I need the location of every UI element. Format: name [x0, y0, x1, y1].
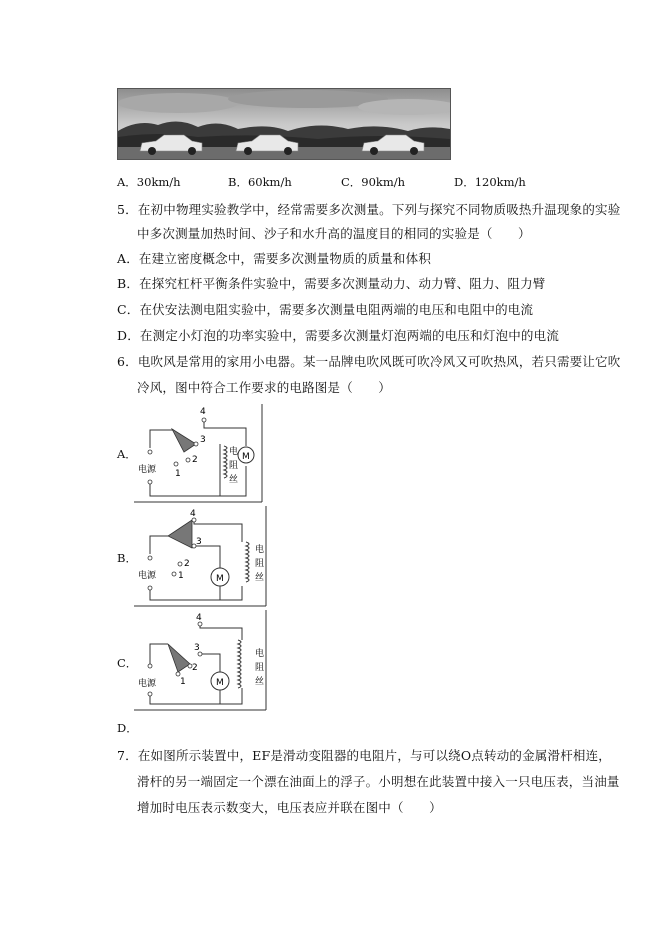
q4-option-b[interactable]: B．60km/h: [228, 175, 292, 189]
q6-circuit-b: [134, 506, 268, 612]
resistor-label-2: 阻: [255, 663, 265, 673]
circuit-b-diagram: [134, 506, 268, 608]
q7-line-1: 7．在如图所示装置中，EF是滑动变阻器的电阻片，与可以绕O点转动的金属滑杆相连，: [117, 748, 612, 763]
q5-stem-line-1: 5．在初中物理实验教学中，经常需要多次测量。下列与探究不同物质吸热升温现象的实验: [117, 202, 621, 217]
q6-stem-line-1: 6．电吹风是常用的家用小电器。某一品牌电吹风既可吹冷风又可吹热风，若只需要让它吹: [117, 354, 621, 369]
circuit-a-diagram: [134, 402, 266, 504]
resistor-label-3: 丝: [255, 573, 265, 583]
motor-label: M: [216, 574, 224, 584]
node-label-2: 2: [192, 455, 198, 465]
q5-option-a[interactable]: A．在建立密度概念中，需要多次测量物质的质量和体积: [117, 251, 432, 266]
q5-option-d[interactable]: D．在测定小灯泡的功率实验中，需要多次测量灯泡两端的电压和灯泡中的电流: [117, 328, 560, 343]
q7-line-3: 增加时电压表示数变大，电压表应并联在图中（ ）: [137, 800, 442, 815]
resistor-label-2: 阻: [255, 559, 265, 569]
q6-option-a-label[interactable]: A．: [117, 447, 137, 461]
q6-stem-line-2: 冷风，图中符合工作要求的电路图是（ ）: [137, 380, 392, 395]
q7-line-2: 滑杆的另一端固定一个漂在油面上的浮子。小明想在此装置中接入一只电压表，当油量: [137, 774, 620, 789]
node-label-2: 2: [192, 663, 198, 673]
resistor-label-3: 丝: [255, 677, 265, 687]
node-label-4: 4: [196, 613, 202, 623]
node-label-3: 3: [196, 537, 202, 547]
resistor-label-3: 丝: [229, 475, 239, 485]
motor-label: M: [242, 452, 250, 462]
node-label-1: 1: [175, 469, 181, 479]
motor-label: M: [216, 678, 224, 688]
q6-circuit-c: [134, 610, 268, 716]
q5-option-c[interactable]: C．在伏安法测电阻实验中，需要多次测量电阻两端的电压和电阻中的电流: [117, 302, 534, 317]
node-label-4: 4: [190, 509, 196, 519]
circuit-c-diagram: [134, 610, 268, 712]
q6-option-b-label[interactable]: B．: [117, 551, 137, 565]
q4-option-a[interactable]: A．30km/h: [117, 175, 181, 189]
node-label-3: 3: [200, 435, 206, 445]
q5-stem-line-2: 中多次测量加热时间、沙子和水升高的温度目的相同的实验是（ ）: [137, 226, 531, 241]
node-label-1: 1: [178, 571, 184, 581]
q6-option-d-label[interactable]: D．: [117, 721, 138, 735]
source-label: 电源: [138, 679, 157, 689]
cars-photo-svg: [118, 89, 450, 159]
q5-option-b[interactable]: B．在探究杠杆平衡条件实验中，需要多次测量动力、动力臂、阻力、阻力臂: [117, 276, 546, 291]
resistor-label-1: 电: [255, 649, 265, 659]
resistor-label-1: 电: [229, 447, 239, 457]
node-label-3: 3: [194, 643, 200, 653]
q4-option-c[interactable]: C．90km/h: [341, 175, 406, 189]
source-label: 电源: [138, 571, 157, 581]
resistor-label-1: 电: [255, 545, 265, 555]
q6-option-c-label[interactable]: C．: [117, 656, 138, 670]
q4-option-d[interactable]: D．120km/h: [454, 175, 526, 189]
q6-circuit-a: [134, 402, 266, 508]
source-label: 电源: [138, 465, 157, 475]
node-label-2: 2: [184, 559, 190, 569]
resistor-label-2: 阻: [229, 461, 239, 471]
cars-road-photo: [117, 88, 451, 160]
node-label-1: 1: [180, 677, 186, 687]
node-label-4: 4: [200, 407, 206, 417]
